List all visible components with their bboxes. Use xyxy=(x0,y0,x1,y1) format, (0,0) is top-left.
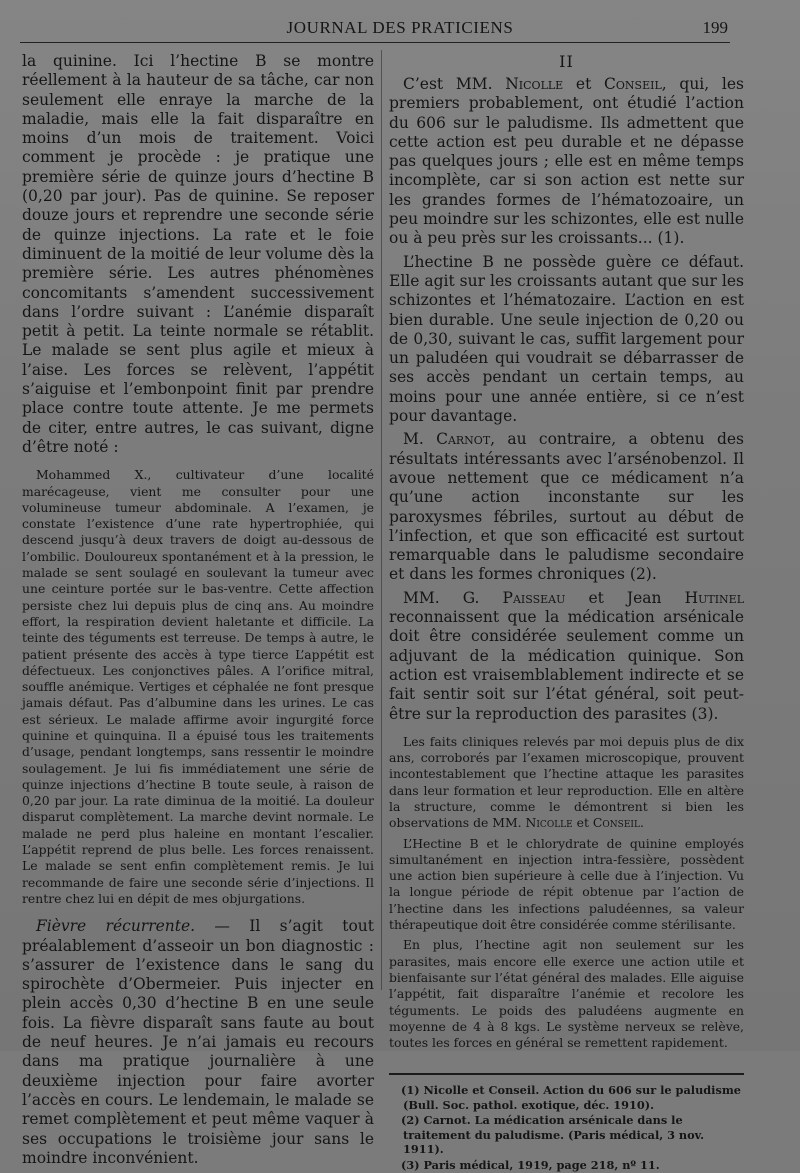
text: C’est MM. xyxy=(403,75,506,93)
text: , au contraire, a obtenu des résultats intéressants avec l’arsénobenzol. Il avoue nettement que ce médicament n’a qu’une action inconstante sur les paroxysmes fébriles, surtout au début de l’infection, et que son efficacité est surtout remarquable dans le paludisme secondaire et dans les formes chroniques (2). xyxy=(389,430,744,584)
text: MM. G. xyxy=(403,588,503,607)
page-header xyxy=(0,0,800,44)
text: et xyxy=(572,815,593,831)
text: , qui, les premiers probablement, ont étudié l’action du 606 sur le paludisme. Ils admettent que cette action est peu durable et ne dépasse pas quelques jours ; elle est en même temps incomplète, car si son action est nette sur les grandes formes de l’hématozoaire, un peu moindre sur les schizontes, elle est nulle ou à peu près sur les croissants... (1). xyxy=(389,75,744,248)
left-column xyxy=(22,52,374,1172)
author-hutinel: Hutinel xyxy=(684,588,745,607)
text: . xyxy=(639,815,644,831)
author-carnot: Carnot xyxy=(436,430,491,449)
small-paragraph-2: L’Hectine B et le chlorydrate de quinine employés simultanément en injection intra-fessière, possèdent une action bien supérieure à celle due à l’injection. Vu la longue période de répit obtenue par l’action de l’hectine dans les infections paludéennes, sa valeur thérapeutique doit être considérée comme stérilisante. xyxy=(389,835,744,933)
small-paragraph-1 xyxy=(389,734,744,832)
journal-title: JOURNAL DES PRATICIENS xyxy=(286,18,514,37)
small-paragraph-3: En plus, l’hectine agit non seulement sur les parasites, mais encore elle exerce une action utile et bienfaisante sur l’état général des malades. Elle aiguise l’appétit, fait disparaître l’anémie et recolore les téguments. Le poids des paludéens augmente en moyenne de 4 à 8 kgs. Le système nerveux se relève, toutes les forces en général se remettent rapidement. xyxy=(389,937,744,1051)
right-paragraph-4 xyxy=(389,589,744,724)
text: M. xyxy=(403,430,437,449)
section-number: II xyxy=(559,52,574,71)
text: reconnaissent que la médication arsénicale doit être considérée seulement comme un adjuvant de la médication quinique. Son action est vraisemblablement indirecte et se fait sentir soit sur l’état général, soit peut-être sur la reproduction des parasites (3). xyxy=(389,608,744,723)
right-paragraph-3 xyxy=(389,430,744,584)
text: et Jean xyxy=(565,588,685,607)
column-divider xyxy=(381,50,382,990)
author-conseil: Conseil xyxy=(592,815,640,831)
footnote-1: (1) Nicolle et Conseil. Action du 606 sur le paludisme (Bull. Soc. pathol. exotique, déc. 1910). xyxy=(401,1083,741,1112)
text: Les faits cliniques relevés par moi depuis plus de dix ans, corroborés par l’examen microscopique, prouvent incontestablement que l’hectine attaque les parasites dans leur formation et leur reproduction. Elle en altère la structure, comme le démontrent si bien les observations de MM. xyxy=(389,733,744,831)
fievre-paragraph xyxy=(22,917,374,1168)
footnote-rule xyxy=(389,1073,744,1075)
fievre-heading: Fièvre récurrente. xyxy=(36,917,196,936)
header-rule xyxy=(20,42,730,43)
footnote-3: (3) Paris médical, 1919, page 218, nº 11. xyxy=(401,1157,660,1172)
right-paragraph-2: L’hectine B ne possède guère ce défaut. Elle agit sur les croissants autant que sur les schizontes et l’hématozaire. L’action en est bien durable. Une seule injection de 0,20 ou de 0,30, suivant le cas, suffit largement pour un paludéen qui voudrait se débarrasser de ses accès pendant un certain temps, au moins pour une année entière, si ce n’est pour davantage. xyxy=(389,252,744,426)
author-nicolle: Nicolle xyxy=(525,815,573,831)
right-paragraph-1 xyxy=(389,75,744,249)
case-report: Mohammed X., cultivateur d’une localité marécageuse, vient me consulter pour une volumineuse tumeur abdominale. A l’examen, je constate l’existence d’une rate hypertrophiée, qui descend jusqu’à deux travers de doigt au-dessous de l’ombilic. Douloureux spontanément et à la pression, le malade se sent soulagé en soulevant la tumeur avec une ceinture portée sur le bas-ventre. Cette affection persiste chez lui depuis plus de cinq ans. Au moindre effort, la respiration devient haletante et difficile. La teinte des téguments est terreuse. De temps à autre, le patient présente des accès à type tierce L’appétit est défectueux. Les conjonctives pâles. A l’orifice mitral, souffle anémique. Vertiges et céphalée ne font presque jamais défaut. Pas d’albumine dans les urines. Le cas est sérieux. Le malade affirme avoir ingurgité force quinine et quinquina. Il a épuisé tous les traitements d’usage, pendant longtemps, sans ressentir le moindre soulagement. Je lui fis immédiatement une série de quinze injections d’hectine B toute seule, à raison de 0,20 par jour. La rate diminua de la moitié. La douleur disparut complètement. La marche devint normale. Le malade ne perd plus haleine en montant l’escalier. L’appétit reprend de plus belle. Les forces renaissent. Le malade se sent enfin complètement remis. Je lui recommande de faire une seconde série d’injections. Il rentre chez lui en dépit de mes objurgations. xyxy=(22,467,374,906)
right-column xyxy=(389,52,744,1173)
author-conseil: Conseil xyxy=(604,75,662,93)
text: et xyxy=(563,75,605,93)
page-number: 199 xyxy=(702,18,728,37)
footnote-2: (2) Carnot. La médication arsénicale dans le traitement du paludisme. (Paris médical, 3 nov. 1911). xyxy=(401,1113,704,1157)
author-nicolle: Nicolle xyxy=(505,75,564,93)
fievre-text: — Il s’agit tout préalablement d’asseoir un bon diagnostic : s’assurer de l’existence dans le sang du spirochète d’Obermeier. Puis injecter en plein accès 0,30 d’hectine B en une seule fois. La fièvre disparaît sans faute au bout de neuf heures. Je n’ai jamais eu recours dans ma pratique journalière à une deuxième injection pour faire avorter l’accès en cours. Le lendemain, le malade se remet complètement et peut même vaquer à ses occupations le troisième jour sans le moindre inconvénient. xyxy=(22,917,374,1167)
left-paragraph-1: la quinine. Ici l’hectine B se montre réellement à la hauteur de sa tâche, car non seulement elle enraye la marche de la maladie, mais elle la fait disparaître en moins d’un mois de traitement. Voici comment je procède : je pratique une première série de quinze jours d’hectine B (0,20 par jour). Pas de quinine. Se reposer douze jours et reprendre une seconde série de quinze injections. La rate et le foie diminuent de la moitié de leur volume dès la première série. Les autres phénomènes concomitants s’amendent successivement dans l’ordre suivant : L’anémie disparaît petit à petit. La teinte normale se rétablit. Le malade se sent plus agile et mieux à l’aise. Les forces se relèvent, l’appétit s’aiguise et l’embonpoint finit par prendre place contre toute attente. Je me permets de citer, entre autres, le cas suivant, digne d’être noté : xyxy=(22,52,374,456)
author-paisseau: Paisseau xyxy=(502,588,566,607)
